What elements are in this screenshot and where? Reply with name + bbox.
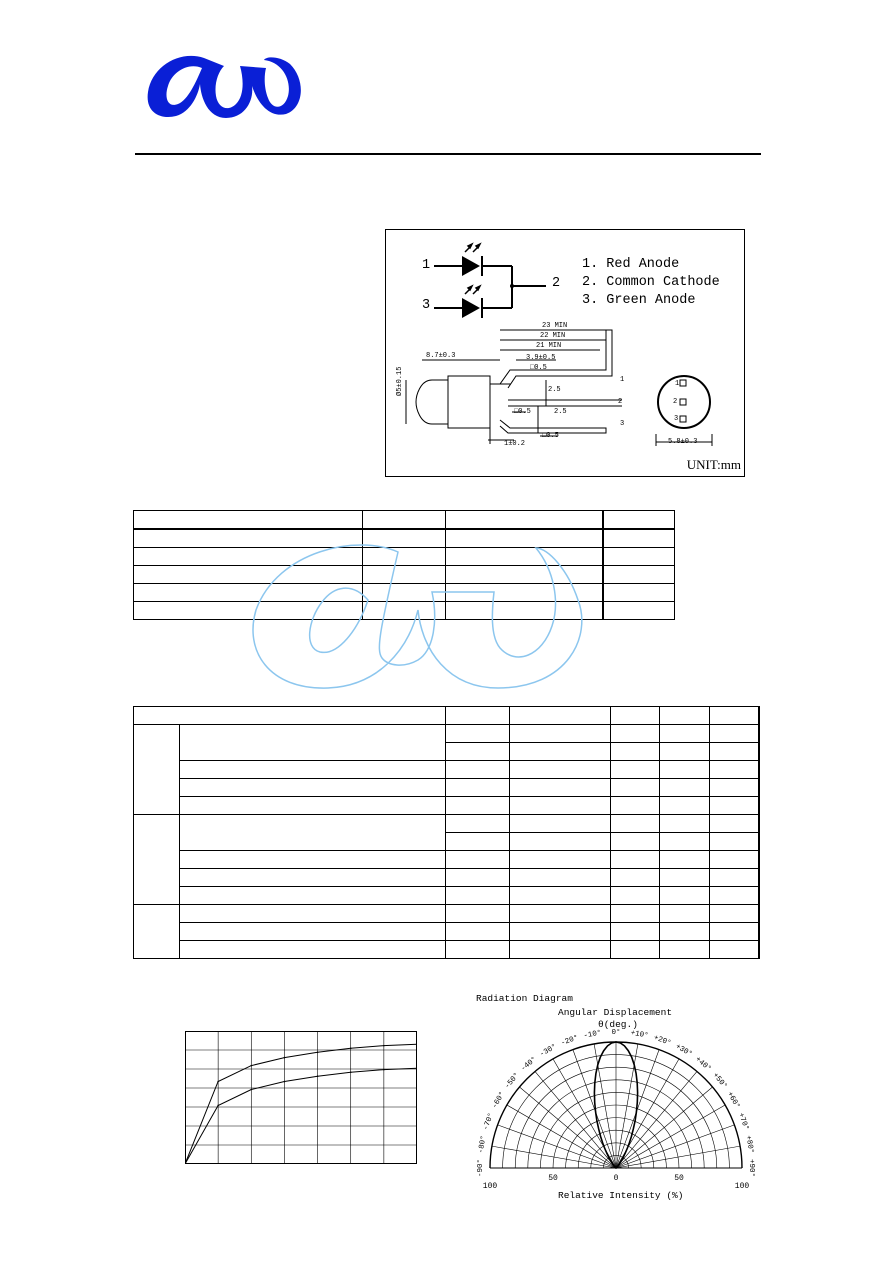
series-2-point: [217, 1105, 219, 1107]
angle-label: 0°: [611, 1029, 621, 1037]
angle-label: -40°: [519, 1055, 539, 1074]
dim-body-length: 8.7±0.3: [426, 352, 456, 360]
series-1-point: [350, 1047, 352, 1049]
series-1-point: [317, 1051, 319, 1053]
watermark-logo: [248, 540, 588, 690]
angle-label: +20°: [652, 1034, 673, 1048]
radiation-title: Radiation Diagram: [476, 993, 573, 1004]
angle-label: +10°: [629, 1029, 650, 1041]
end-view-pin-2: 2: [673, 398, 678, 406]
dim-pitch-2: 2.5: [554, 408, 567, 416]
angle-label: +40°: [693, 1055, 713, 1074]
dim-square-2: □0.5: [514, 408, 531, 416]
chart-frame: [186, 1032, 417, 1164]
intensity-tick: 100: [734, 1182, 750, 1191]
series-2-point: [350, 1071, 352, 1073]
angle-label: -70°: [482, 1111, 496, 1132]
dim-lead-gap: 3.9±0.5: [526, 354, 556, 362]
angle-label: +70°: [736, 1111, 750, 1132]
pin-legend: [582, 256, 720, 310]
intensity-tick: 50: [548, 1174, 558, 1183]
pin-legend-green-anode: 3. Green Anode: [582, 293, 696, 308]
dim-square-3: □0.5: [542, 432, 559, 440]
intensity-tick: 50: [674, 1174, 684, 1183]
characteristic-chart: [185, 1031, 417, 1164]
angle-label: -90°: [477, 1158, 485, 1178]
angle-label: +30°: [673, 1043, 694, 1060]
pin-legend-red-anode: 1. Red Anode: [582, 257, 680, 272]
dim-pitch-1: 2.5: [548, 386, 561, 394]
end-view-pin-1: 1: [675, 380, 680, 388]
series-1-point: [383, 1045, 385, 1047]
lead-label-3: 3: [620, 420, 625, 428]
series-1-point: [250, 1065, 252, 1067]
angle-label: -80°: [477, 1134, 489, 1155]
series-2-point: [250, 1089, 252, 1091]
angle-label: +90°: [747, 1158, 755, 1178]
series-2-point: [284, 1081, 286, 1083]
pin-legend-common-cathode: 2. Common Cathode: [582, 275, 720, 290]
dim-diameter: Ø5±0.15: [396, 366, 404, 396]
pin-number-1: 1: [422, 258, 431, 273]
pin-number-3: 3: [422, 298, 431, 313]
angle-label: -30°: [538, 1043, 559, 1060]
radiation-subtitle: Angular Displacement: [558, 1007, 673, 1018]
pin-diagram-box: [385, 229, 745, 477]
angle-label: -10°: [582, 1029, 603, 1041]
radiation-x-label: Relative Intensity (%): [558, 1190, 684, 1201]
angle-label: -60°: [491, 1090, 508, 1111]
radiation-diagram: [468, 990, 758, 1202]
dim-21min: 21 MIN: [536, 342, 562, 350]
intensity-tick: 100: [482, 1182, 498, 1191]
intensity-tick: 0: [613, 1174, 619, 1183]
radiation-axis-label: θ(deg.): [598, 1019, 638, 1030]
series-2-point: [383, 1069, 385, 1071]
series-line-2: [185, 1068, 417, 1164]
series-1-point: [217, 1081, 219, 1083]
dim-23min: 23 MIN: [542, 322, 568, 330]
dim-flange: 1±0.2: [504, 440, 526, 448]
angle-label: -20°: [559, 1034, 580, 1048]
unit-label: UNIT:mm: [686, 457, 741, 472]
company-logo: [146, 52, 302, 120]
electro-optical-table: [133, 706, 760, 959]
angle-label: -50°: [503, 1071, 522, 1091]
angle-label: +50°: [710, 1071, 729, 1091]
logo-mark: [148, 56, 301, 118]
dim-22min: 22 MIN: [540, 332, 566, 340]
end-view-pin-3: 3: [674, 415, 679, 423]
header-rule: [135, 153, 761, 155]
lead-label-2: 2: [618, 398, 623, 406]
pin-number-2: 2: [552, 276, 561, 291]
dim-width: 5.8±0.3: [668, 438, 698, 446]
angle-label: +60°: [724, 1090, 741, 1111]
series-1-point: [284, 1057, 286, 1059]
series-2-point: [317, 1075, 319, 1077]
angle-label: +80°: [743, 1134, 755, 1155]
lead-label-1: 1: [620, 376, 625, 384]
dim-square-1: □0.5: [530, 364, 547, 372]
